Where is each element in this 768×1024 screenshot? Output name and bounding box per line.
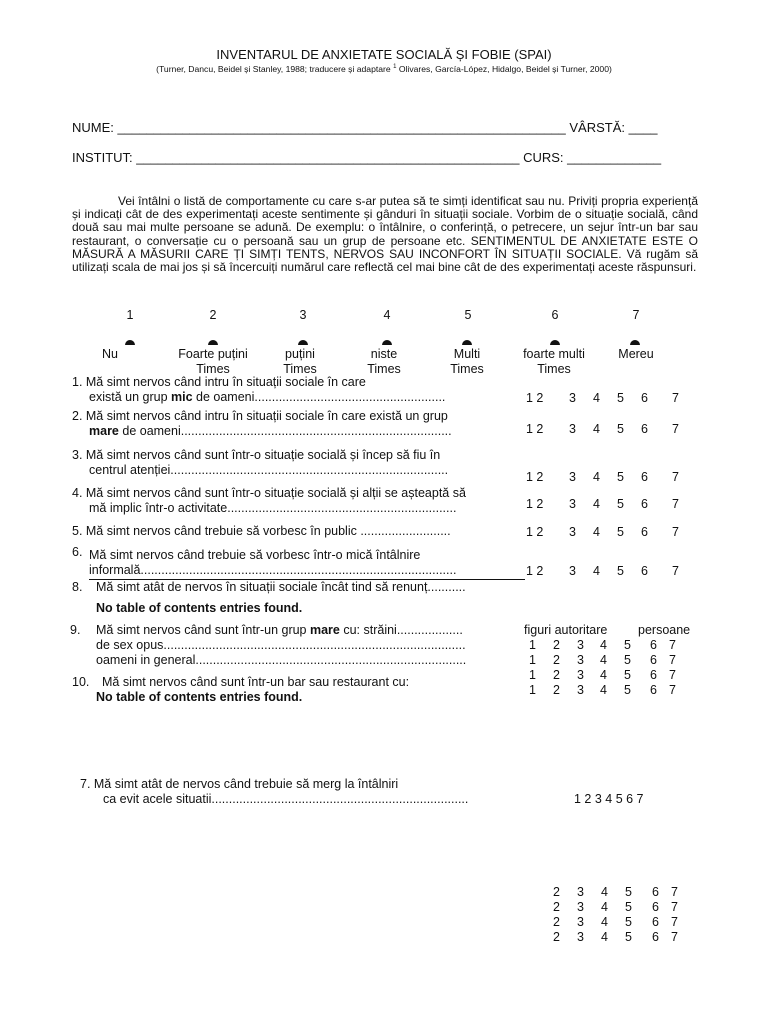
item-9-column-persoane: persoane — [638, 623, 691, 637]
score-row-item-3[interactable]: 1 2 3 4 5 6 7 — [526, 470, 679, 484]
institut-curs-field[interactable]: INSTITUT: _____________________________________________________ CURS: _____________ — [72, 150, 662, 165]
scale-label-mereu: Mereu — [618, 347, 654, 361]
scale-number-5: 5 — [464, 308, 472, 322]
scale-number-4: 4 — [383, 308, 391, 322]
score-row-orphan-3[interactable]: 2 3 4 5 6 7 — [553, 915, 678, 929]
score-row-orphan-2[interactable]: 2 3 4 5 6 7 — [553, 900, 678, 914]
score-row-item-1[interactable]: 1 2 3 4 5 6 7 — [526, 391, 679, 405]
scale-label-foarte-putini: Foarte puțini Times — [178, 347, 248, 376]
scale-dot — [208, 340, 218, 345]
score-row-item-5[interactable]: 1 2 3 4 5 6 7 — [526, 525, 679, 539]
score-row-item-9b[interactable]: 1 2 3 4 5 6 7 — [529, 653, 676, 667]
score-row-item-9a[interactable]: 1 2 3 4 5 6 7 — [529, 638, 676, 652]
score-row-item-10a[interactable]: 1 2 3 4 5 6 7 — [529, 668, 676, 682]
item-8-number: 8. — [72, 580, 83, 594]
citation-prefix: (Turner, Dancu, Beidel și Stanley, 1988; traducere și adaptare — [156, 64, 391, 74]
scale-number-6: 6 — [551, 308, 559, 322]
toc-notice: No table of contents entries found. — [96, 690, 303, 704]
citation-suffix: Olivares, García-López, Hidalgo, Beidel și Turner, 2000) — [398, 64, 612, 74]
item-9-column-figuri: figuri autoritare — [524, 623, 608, 637]
item-2: 2. Mă simt nervos când intru în situații sociale în care există un grup mare de oameni.............................................................................. — [72, 409, 452, 438]
scale-dot — [298, 340, 308, 345]
scale-number-7: 7 — [632, 308, 640, 322]
scale-label-nu: Nu — [102, 347, 118, 361]
score-row-item-10b[interactable]: 1 2 3 4 5 6 7 — [529, 683, 676, 697]
item-10-number: 10. — [72, 675, 90, 689]
item-4: 4. Mă simt nervos când sunt într-o situație socială și alții se așteaptă să mă implic într-o activitate.................................................................. — [72, 486, 466, 515]
score-row-item-4[interactable]: 1 2 3 4 5 6 7 — [526, 497, 679, 511]
item-9-number: 9. — [70, 623, 81, 637]
toc-notice: No table of contents entries found. — [96, 601, 303, 615]
scale-label-foarte-multi: foarte multi Times — [523, 347, 585, 376]
scale-number-3: 3 — [299, 308, 307, 322]
scale-number-1: 1 — [126, 308, 134, 322]
item-5: 5. Mă simt nervos când trebuie să vorbesc în public .......................... — [72, 524, 451, 538]
scale-label-putini: puțini Times — [283, 347, 317, 376]
scale-dot — [382, 340, 392, 345]
score-row-orphan-4[interactable]: 2 3 4 5 6 7 — [553, 930, 678, 944]
item-8: Mă simt atât de nervos în situații sociale încât tind să renunț........... — [96, 580, 466, 594]
item-7: 7. Mă simt atât de nervos când trebuie să merg la întâlniri ca evit acele situatii.......................................................................... — [80, 777, 469, 806]
item-3: 3. Mă simt nervos când sunt într-o situație socială și încep să fiu în centrul atenției................................................................................ — [72, 448, 449, 477]
citation-footnote-marker: 1 — [393, 64, 397, 71]
score-row-item-2[interactable]: 1 2 3 4 5 6 7 — [526, 422, 679, 436]
item-1: 1. Mă simt nervos când intru în situații sociale în care există un grup mic de oameni....................................................... — [72, 375, 446, 404]
nume-varsta-field[interactable]: NUME: ______________________________________________________________ VÂRSTĂ: ____ — [72, 120, 658, 135]
instructions — [72, 195, 698, 274]
scale-dot — [630, 340, 640, 345]
scale-dot — [550, 340, 560, 345]
citation — [0, 64, 768, 74]
scale-number-2: 2 — [209, 308, 217, 322]
scale-label-niste: niste Times — [367, 347, 401, 376]
item-7-scale[interactable]: 1 2 3 4 5 6 7 — [574, 792, 644, 806]
score-row-item-6[interactable]: 1 2 3 4 5 6 7 — [526, 564, 679, 578]
instructions-paragraph: Vei întâlni o listă de comportamente cu care s-ar putea să te simți identificat sau nu. Priviți propria experiență și indicați cât de des experimentați aceste sentimente și gânduri în situații sociale. Vorbim de o situație socială, când două sau mai multe persoane se adună. De exemplu: o întâlnire, o conferință, o petrecere, un sejur într-un bar sau restaurant, o conversație cu o persoană sau un grup de persoane etc. SENTIMENTUL DE ANXIETATE ESTE O MĂSURĂ A MĂSURII CARE ȚI SIMȚI TENTS, NERVOS SAU INCONFORT ÎN SITUAȚII SOCIALE. Vă rugăm să utilizați scala de mai jos și să încercuiți numărul care reflectă cel mai bine cât de des experimentați aceste răspunsuri. — [72, 194, 698, 275]
page-title: INVENTARUL DE ANXIETATE SOCIALĂ ȘI FOBIE (SPAI) — [216, 47, 552, 62]
scale-dot — [462, 340, 472, 345]
scale-dot — [125, 340, 135, 345]
scale-label-multi: Multi Times — [450, 347, 484, 376]
item-6: Mă simt nervos când trebuie să vorbesc într-o mică întâlnire informală........................................................................................... — [89, 548, 457, 577]
item-10: Mă simt nervos când sunt într-un bar sau restaurant cu: — [102, 675, 410, 689]
score-row-orphan-1[interactable]: 2 3 4 5 6 7 — [553, 885, 678, 899]
item-6-number: 6. — [72, 545, 83, 559]
item-9: Mă simt nervos când sunt într-un grup mare cu: străini................... de sex opus....................................................................................... oameni in general.............................................................................. — [96, 623, 467, 667]
